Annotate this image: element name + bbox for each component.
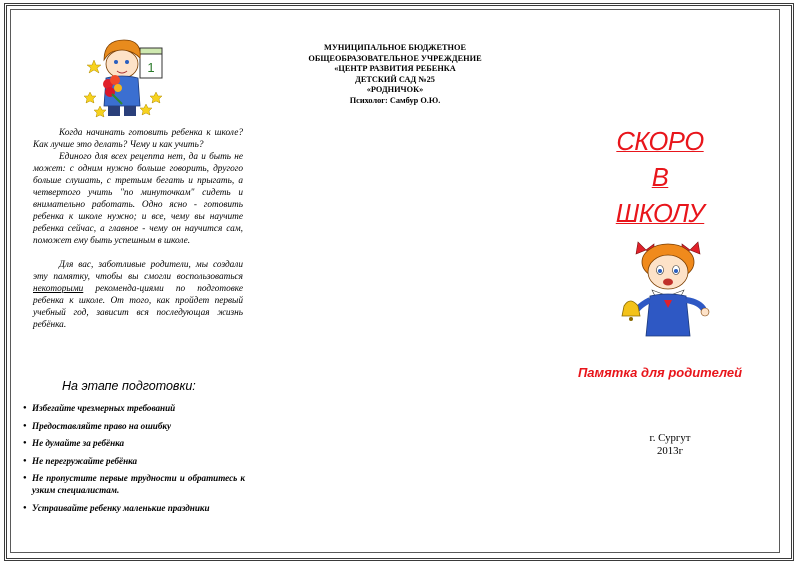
title-line-1: СКОРО: [616, 128, 704, 156]
tip-item: ● Устраивайте ребенку маленькие праздники: [23, 502, 245, 514]
tips-list: [23, 402, 245, 520]
tip-item: ● Не перегружайте ребёнка: [23, 455, 245, 467]
intro-p3-underlined: некоторыми: [33, 284, 84, 294]
title-line-3: ШКОЛУ: [615, 200, 705, 228]
intro-text: [33, 127, 243, 331]
header-line: ДЕТСКИЙ САД №25: [355, 74, 435, 84]
brochure-title: [590, 124, 730, 232]
institution-header: [270, 43, 520, 107]
title-line-2: В: [651, 164, 669, 192]
tip-item: ● Избегайте чрезмерных требований: [23, 402, 245, 414]
intro-p3-end: рекоменда-циями по подготовке ребенка к школе. От того, как пройдет первый учебный год, зависит вся последующая жизнь ребёнка.: [33, 284, 243, 330]
memo-for-parents: Памятка для родителей: [577, 365, 743, 380]
stage-title: На этапе подготовки:: [62, 379, 196, 393]
intro-paragraph-2: Единого для всех рецепта нет, да и быть не может: с одним нужно больше говорить, другого больше слушать, с третьим бегать и прыгать, а четвертого учить "по минуточкам" сидеть и внимательно работать. Одно ясно - готовить ребенка к школе нужно; и все, чему вы научите ребенка сейчас, а главное - чему он научится сам, поможет ему быть успешным в школе.: [33, 152, 243, 246]
tip-item: ● Не пропустите первые трудности и обратитесь к узким специалистам.: [23, 472, 245, 496]
intro-paragraph-1: Когда начинать готовить ребенка к школе? Как лучше это делать? Чему и как учить?: [33, 128, 243, 150]
header-line: «РОДНИЧОК»: [366, 85, 424, 95]
header-line: Психолог: Самбур О.Ю.: [349, 95, 441, 105]
boy-with-flowers-illustration: [82, 34, 172, 120]
intro-paragraph-3: [33, 259, 243, 331]
svg-text:1: 1: [147, 60, 155, 75]
girl-with-bell-illustration: [620, 236, 710, 344]
tip-item: ● Предоставляйте право на ошибку: [23, 420, 245, 432]
year: 2013г: [656, 444, 684, 457]
intro-p3-start: Для вас, заботливые родители, мы создали эту памятку, чтобы вы смогли воспользоваться: [33, 260, 243, 282]
header-line: МУНИЦИПАЛЬНОЕ БЮДЖЕТНОЕ: [324, 43, 466, 52]
city: г. Сургут: [649, 432, 691, 444]
header-line: «ЦЕНТР РАЗВИТИЯ РЕБЕНКА: [334, 64, 456, 74]
city-and-year: [620, 432, 720, 457]
tip-item: ● Не думайте за ребёнка: [23, 437, 245, 449]
header-line: ОБЩЕОБРАЗОВАТЕЛЬНОЕ УЧРЕЖДЕНИЕ: [308, 53, 482, 63]
